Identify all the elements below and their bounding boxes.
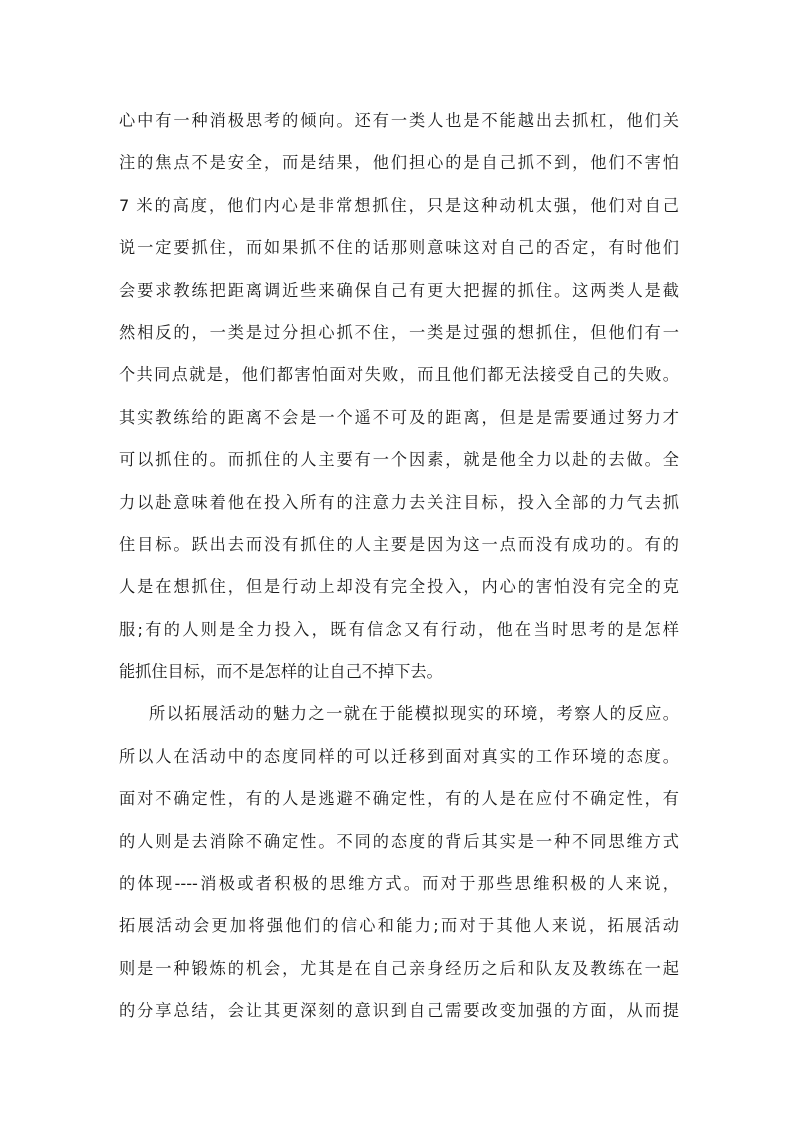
- paragraph-1-line-7: 个共同点就是，他们都害怕面对失败，而且他们都无法接受自己的失败。: [119, 365, 679, 385]
- paragraph-1-line-1: 心中有一种消极思考的倾向。还有一类人也是不能越出去抓杠，他们关: [119, 111, 679, 130]
- paragraph-1-line-14: 能抓住目标，而不是怎样的让自己不掉下去。: [119, 662, 443, 682]
- paragraph-1-line-5: 会要求教练把距离调近些来确保自己有更大把握的抓住。这两类人是截: [119, 280, 679, 300]
- paragraph-1-line-9: 可以抓住的。而抓住的人主要有一个因素，就是他全力以赴的去做。全: [119, 450, 679, 470]
- paragraph-1-line-8: 其实教练给的距离不会是一个遥不可及的距离，但是是需要通过努力才: [119, 407, 679, 427]
- paragraph-1-line-13: 服;有的人则是全力投入，既有信念又有行动，他在当时思考的是怎样: [119, 619, 679, 639]
- paragraph-1-line-11: 住目标。跃出去而没有抓住的人主要是因为这一点而没有成功的。有的: [119, 534, 679, 554]
- paragraph-1-line-3: 7 米的高度，他们内心是非常想抓住，只是这种动机太强，他们对自己: [119, 195, 679, 215]
- paragraph-2-line-3: 面对不确定性，有的人是逃避不确定性，有的人是在应付不确定性，有: [119, 789, 679, 809]
- paragraph-1-line-2: 注的焦点不是安全，而是结果，他们担心的是自己抓不到，他们不害怕: [119, 153, 679, 173]
- paragraph-2-line-5: 的体现----消极或者积极的思维方式。而对于那些思维积极的人来说，: [119, 874, 679, 894]
- paragraph-1-line-10: 力以赴意味着他在投入所有的注意力去关注目标，投入全部的力气去抓: [119, 492, 679, 512]
- paragraph-2-line-4: 的人则是去消除不确定性。不同的态度的背后其实是一种不同思维方式: [119, 831, 679, 851]
- paragraph-1-line-6: 然相反的，一类是过分担心抓不住，一类是过强的想抓住，但他们有一: [119, 322, 679, 342]
- paragraph-2-line-6: 拓展活动会更加将强他们的信心和能力;而对于其他人来说，拓展活动: [119, 916, 679, 936]
- paragraph-2-line-8: 的分享总结，会让其更深刻的意识到自己需要改变加强的方面，从而提: [119, 1001, 679, 1021]
- paragraph-2-line-2: 所以人在活动中的态度同样的可以迁移到面对真实的工作环境的态度。: [119, 746, 679, 766]
- paragraph-2-line-1: 所以拓展活动的魅力之一就在于能模拟现实的环境，考察人的反应。: [149, 704, 679, 724]
- paragraph-2-line-7: 则是一种锻炼的机会，尤其是在自己亲身经历之后和队友及教练在一起: [119, 958, 679, 978]
- paragraph-1-line-4: 说一定要抓住，而如果抓不住的话那则意味这对自己的否定，有时他们: [119, 238, 679, 258]
- body-text: [119, 100, 679, 1033]
- paragraph-1-line-12: 人是在想抓住，但是行动上却没有完全投入，内心的害怕没有完全的克: [119, 577, 679, 597]
